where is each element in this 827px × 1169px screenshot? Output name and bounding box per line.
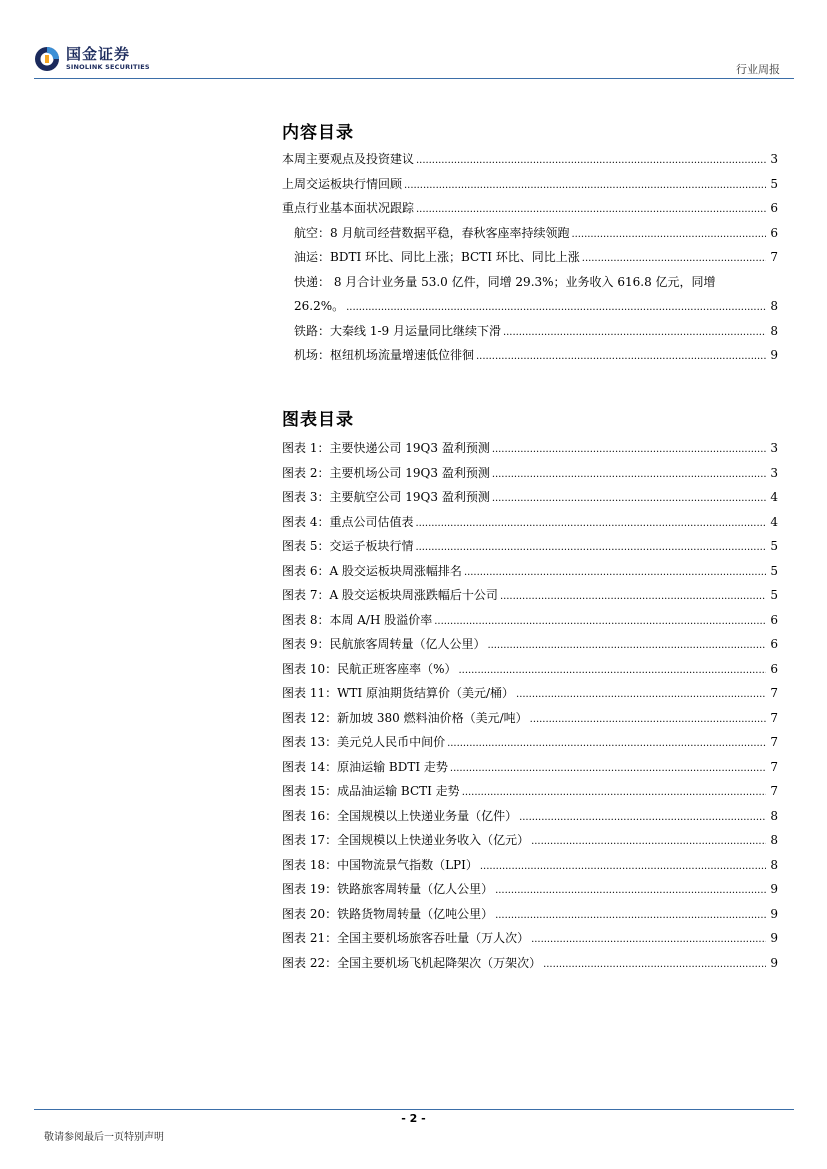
toc-entry-text: 重点行业基本面状况跟踪 <box>282 201 415 215</box>
figure-entry-page: 7 <box>770 710 778 725</box>
figure-entry-text: 图表 6：A 股交运板块周涨幅排名 <box>282 563 462 578</box>
toc-entry-text: 油运：BDTI 环比、同比上涨；BCTI 环比、同比上涨 <box>294 250 580 264</box>
figure-entry-page: 7 <box>770 759 778 774</box>
figure-entry-page: 6 <box>770 612 778 627</box>
figure-entry[interactable] <box>282 436 778 461</box>
toc-entry-page: 8 <box>770 299 778 313</box>
figure-entry-page: 9 <box>770 955 778 970</box>
figure-entry[interactable] <box>282 779 778 804</box>
header-divider <box>34 78 794 79</box>
figure-entry[interactable] <box>282 951 778 976</box>
figure-entry[interactable] <box>282 657 778 682</box>
toc-subentry[interactable] <box>282 343 778 368</box>
figure-entry-text: 图表 18：中国物流景气指数（LPI） <box>282 857 478 872</box>
figures-list <box>282 436 778 975</box>
figure-entry-page: 9 <box>770 882 778 896</box>
figure-entry[interactable] <box>282 510 778 535</box>
figure-entry-page: 7 <box>770 784 778 798</box>
figure-entry-page: 3 <box>770 441 778 455</box>
toc-entry-page: 6 <box>770 225 778 240</box>
figures-title: 图表目录 <box>282 410 354 430</box>
figure-entry-page: 8 <box>770 833 778 847</box>
figure-entry-page: 7 <box>770 686 778 700</box>
figure-entry-text: 图表 21：全国主要机场旅客吞吐量（万人次） <box>282 931 530 945</box>
toc-entry-page: 6 <box>770 201 778 215</box>
figure-entry[interactable] <box>282 461 778 486</box>
figure-entry-text: 图表 20：铁路货物周转量（亿吨公里） <box>282 906 494 921</box>
figure-entry[interactable] <box>282 583 778 608</box>
toc-entry-text-line2: 26.2%。 <box>294 299 345 313</box>
toc-entry-page: 5 <box>770 176 778 191</box>
contents-list <box>282 147 778 368</box>
figure-entry[interactable] <box>282 485 778 510</box>
toc-entry[interactable] <box>282 172 778 197</box>
figure-entry[interactable] <box>282 681 778 706</box>
figure-entry[interactable] <box>282 706 778 731</box>
figure-entry-text: 图表 9：民航旅客周转量（亿人公里） <box>282 637 486 651</box>
figure-entry[interactable] <box>282 730 778 755</box>
figure-entry[interactable] <box>282 828 778 853</box>
figure-entry[interactable] <box>282 853 778 878</box>
toc-entry-text: 本周主要观点及投资建议 <box>282 152 415 166</box>
disclaimer-text: 敬请参阅最后一页特别声明 <box>44 1132 164 1143</box>
figure-entry-page: 5 <box>770 588 778 602</box>
toc-subentry[interactable] <box>282 270 778 319</box>
figure-entry-text: 图表 1：主要快递公司 19Q3 盈利预测 <box>282 441 490 455</box>
toc-entry-page: 7 <box>770 250 778 264</box>
figure-entry-page: 8 <box>770 808 778 823</box>
figure-entry[interactable] <box>282 877 778 902</box>
figure-entry[interactable] <box>282 902 778 927</box>
figure-entry-text: 图表 7：A 股交运板块周涨跌幅后十公司 <box>282 588 498 602</box>
figure-entry[interactable] <box>282 755 778 780</box>
figure-entry-text: 图表 11：WTI 原油期货结算价（美元/桶） <box>282 686 515 700</box>
figure-entry-text: 图表 4：重点公司估值表 <box>282 514 414 529</box>
report-type-label: 行业周报 <box>736 63 780 76</box>
figure-entry-page: 5 <box>770 539 778 553</box>
figure-entry-text: 图表 8：本周 A/H 股溢价率 <box>282 612 433 627</box>
page-number: - 2 - <box>401 1112 426 1125</box>
figure-entry-page: 9 <box>770 931 778 945</box>
figure-entry-text: 图表 13：美元兑人民币中间价 <box>282 735 446 749</box>
figure-entry-page: 8 <box>770 857 778 872</box>
logo-chinese-name: 国金证券 <box>66 45 131 64</box>
toc-entry[interactable] <box>282 147 778 172</box>
page-header <box>34 44 794 80</box>
figure-entry-page: 6 <box>770 661 778 676</box>
figure-entry[interactable] <box>282 632 778 657</box>
figure-entry[interactable] <box>282 926 778 951</box>
toc-entry-text: 机场：枢纽机场流量增速低位徘徊 <box>294 348 475 362</box>
figure-entry[interactable] <box>282 608 778 633</box>
contents-title: 内容目录 <box>282 123 354 143</box>
figure-entry-text: 图表 15：成品油运输 BCTI 走势 <box>282 784 460 798</box>
figure-entry-page: 7 <box>770 735 778 749</box>
figure-entry[interactable] <box>282 804 778 829</box>
toc-entry-page: 8 <box>770 323 778 338</box>
figure-entry-page: 4 <box>770 514 778 529</box>
figure-entry-text: 图表 10：民航正班客座率（%） <box>282 661 457 676</box>
toc-entry-text: 航空：8 月航司经营数据平稳，春秋客座率持续领跑 <box>294 225 570 240</box>
toc-subentry[interactable] <box>282 245 778 270</box>
figure-entry-text: 图表 14：原油运输 BDTI 走势 <box>282 759 448 774</box>
figure-entry-page: 4 <box>770 490 778 504</box>
logo-english-name: SINOLINK SECURITIES <box>66 63 150 72</box>
toc-subentry[interactable] <box>282 319 778 344</box>
toc-entry-text: 铁路：大秦线 1-9 月运量同比继续下滑 <box>294 323 501 338</box>
figure-entry[interactable] <box>282 559 778 584</box>
figure-entry-text: 图表 5：交运子板块行情 <box>282 539 414 553</box>
toc-entry-page: 9 <box>770 348 778 362</box>
figure-entry-page: 9 <box>770 906 778 921</box>
figure-entry-text: 图表 3：主要航空公司 19Q3 盈利预测 <box>282 490 490 504</box>
toc-entry-text: 上周交运板块行情回顾 <box>282 176 403 191</box>
toc-entry[interactable] <box>282 196 778 221</box>
figure-entry-text: 图表 17：全国规模以上快递业务收入（亿元） <box>282 833 530 847</box>
toc-entry-page: 3 <box>770 152 778 166</box>
figure-entry-text: 图表 22：全国主要机场飞机起降架次（万架次） <box>282 955 542 970</box>
toc-entry-text-line1: 快递： 8 月合计业务量 53.0 亿件，同增 29.3%；业务收入 616.8 亿元，同增 <box>294 274 716 289</box>
figure-entry-text: 图表 16：全国规模以上快递业务量（亿件） <box>282 808 518 823</box>
figure-entry-text: 图表 12：新加坡 380 燃料油价格（美元/吨） <box>282 710 528 725</box>
figure-entry-page: 5 <box>770 563 778 578</box>
figure-entry-text: 图表 19：铁路旅客周转量（亿人公里） <box>282 882 494 896</box>
figure-entry-text: 图表 2：主要机场公司 19Q3 盈利预测 <box>282 465 490 480</box>
company-logo <box>34 46 150 72</box>
figure-entry[interactable] <box>282 534 778 559</box>
sinolink-logo-icon <box>34 46 60 72</box>
figure-entry-page: 6 <box>770 637 778 651</box>
footer-divider <box>34 1109 794 1110</box>
toc-subentry[interactable] <box>282 221 778 246</box>
figure-entry-page: 3 <box>770 465 778 480</box>
